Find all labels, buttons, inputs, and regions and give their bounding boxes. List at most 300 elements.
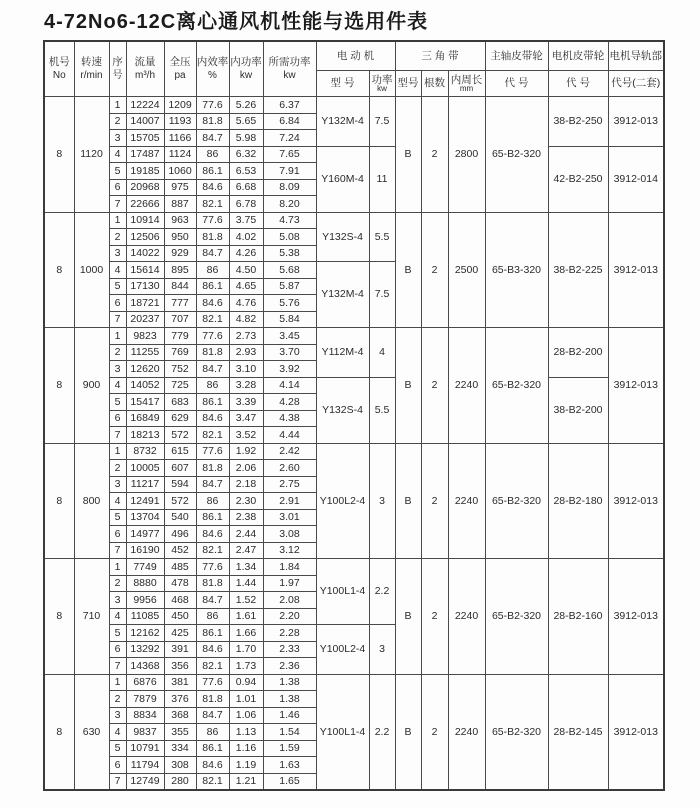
- efficiency-cell: 81.8: [196, 575, 229, 592]
- required-power-cell: 3.70: [263, 344, 316, 361]
- flow-cell: 7749: [126, 559, 164, 576]
- col-header-speed: 转速 r/min: [74, 41, 109, 97]
- required-power-cell: 2.75: [263, 476, 316, 493]
- efficiency-cell: 86.1: [196, 394, 229, 411]
- required-power-cell: 1.38: [263, 674, 316, 691]
- col-header-belt-type: 型号: [395, 71, 421, 97]
- efficiency-cell: 84.7: [196, 707, 229, 724]
- motor-model-cell: Y132M-4: [316, 97, 369, 147]
- table-row: [44, 212, 664, 229]
- internal-power-cell: 1.92: [229, 443, 263, 460]
- flow-cell: 15417: [126, 394, 164, 411]
- seq-cell: 5: [109, 740, 126, 757]
- belt-type-cell: B: [395, 97, 421, 213]
- motor-pulley-cell: 28-B2-145: [548, 674, 608, 790]
- required-power-cell: 4.44: [263, 427, 316, 444]
- seq-cell: 4: [109, 146, 126, 163]
- pressure-cell: 452: [164, 542, 196, 559]
- pressure-cell: 607: [164, 460, 196, 477]
- required-power-cell: 7.24: [263, 130, 316, 147]
- belt-count-cell: 2: [421, 212, 448, 328]
- seq-cell: 5: [109, 163, 126, 180]
- col-group-motor: 电 动 机: [316, 41, 395, 71]
- belt-count-cell: 2: [421, 97, 448, 213]
- motor-power-cell: 7.5: [369, 262, 395, 328]
- seq-cell: 4: [109, 608, 126, 625]
- required-power-cell: 1.38: [263, 691, 316, 708]
- seq-cell: 7: [109, 542, 126, 559]
- seq-cell: 1: [109, 674, 126, 691]
- internal-power-cell: 3.28: [229, 377, 263, 394]
- efficiency-cell: 86: [196, 146, 229, 163]
- motor-power-cell: 4: [369, 328, 395, 378]
- efficiency-cell: 81.8: [196, 113, 229, 130]
- pressure-cell: 779: [164, 328, 196, 345]
- motor-power-cell: 7.5: [369, 97, 395, 147]
- pressure-cell: 594: [164, 476, 196, 493]
- speed-cell: 900: [74, 328, 109, 444]
- flow-cell: 14368: [126, 658, 164, 675]
- pressure-cell: 355: [164, 724, 196, 741]
- motor-model-cell: Y132S-4: [316, 212, 369, 262]
- seq-cell: 2: [109, 344, 126, 361]
- col-header-internal-power: 内功率 kw: [229, 41, 263, 97]
- efficiency-cell: 84.6: [196, 526, 229, 543]
- pressure-cell: 308: [164, 757, 196, 774]
- efficiency-cell: 81.8: [196, 344, 229, 361]
- table-row: [44, 377, 664, 394]
- internal-power-cell: 1.44: [229, 575, 263, 592]
- motor-model-cell: Y100L2-4: [316, 625, 369, 675]
- col-header-motor-power: 功率 kw: [369, 71, 395, 97]
- table-row: [44, 146, 664, 163]
- efficiency-cell: 81.8: [196, 460, 229, 477]
- flow-cell: 17487: [126, 146, 164, 163]
- internal-power-cell: 1.66: [229, 625, 263, 642]
- rail-cell: 3912-014: [608, 146, 664, 212]
- pressure-cell: 844: [164, 278, 196, 295]
- table-header: [44, 41, 664, 97]
- flow-cell: 8880: [126, 575, 164, 592]
- internal-power-cell: 6.68: [229, 179, 263, 196]
- flow-cell: 22666: [126, 196, 164, 213]
- required-power-cell: 1.65: [263, 773, 316, 790]
- motor-power-cell: 3: [369, 625, 395, 675]
- internal-power-cell: 6.53: [229, 163, 263, 180]
- fan-no-cell: 8: [44, 328, 74, 444]
- pressure-cell: 572: [164, 427, 196, 444]
- belt-length-cell: 2240: [448, 674, 485, 790]
- required-power-cell: 1.97: [263, 575, 316, 592]
- rail-cell: 3912-013: [608, 97, 664, 147]
- motor-model-cell: Y100L1-4: [316, 674, 369, 790]
- fan-spec-table: [43, 40, 665, 791]
- col-header-flow: 流量 m³/h: [126, 41, 164, 97]
- speed-cell: 1000: [74, 212, 109, 328]
- internal-power-cell: 1.21: [229, 773, 263, 790]
- internal-power-cell: 1.13: [229, 724, 263, 741]
- pressure-cell: 391: [164, 641, 196, 658]
- col-header-main-pulley: 主轴皮带轮: [485, 41, 548, 71]
- flow-cell: 11085: [126, 608, 164, 625]
- internal-power-cell: 3.39: [229, 394, 263, 411]
- col-header-main-pulley-code: 代 号: [485, 71, 548, 97]
- flow-cell: 10005: [126, 460, 164, 477]
- belt-count-cell: 2: [421, 559, 448, 675]
- col-header-belt-length: 内周长 mm: [448, 71, 485, 97]
- efficiency-cell: 84.7: [196, 476, 229, 493]
- main-pulley-cell: 65-B2-320: [485, 443, 548, 559]
- pressure-cell: 895: [164, 262, 196, 279]
- flow-cell: 9837: [126, 724, 164, 741]
- seq-cell: 6: [109, 295, 126, 312]
- rail-cell: 3912-013: [608, 443, 664, 559]
- internal-power-cell: 2.93: [229, 344, 263, 361]
- seq-cell: 2: [109, 460, 126, 477]
- efficiency-cell: 84.7: [196, 245, 229, 262]
- efficiency-cell: 84.7: [196, 130, 229, 147]
- col-header-pressure: 全压 pa: [164, 41, 196, 97]
- col-header-efficiency: 内效率 %: [196, 41, 229, 97]
- efficiency-cell: 82.1: [196, 658, 229, 675]
- required-power-cell: 2.28: [263, 625, 316, 642]
- motor-pulley-cell: 28-B2-180: [548, 443, 608, 559]
- efficiency-cell: 86: [196, 262, 229, 279]
- seq-cell: 7: [109, 311, 126, 328]
- table-row: [44, 559, 664, 576]
- flow-cell: 12224: [126, 97, 164, 114]
- motor-power-cell: 3: [369, 443, 395, 559]
- efficiency-cell: 82.1: [196, 542, 229, 559]
- pressure-cell: 478: [164, 575, 196, 592]
- speed-cell: 800: [74, 443, 109, 559]
- efficiency-cell: 77.6: [196, 559, 229, 576]
- belt-type-cell: B: [395, 674, 421, 790]
- seq-cell: 6: [109, 526, 126, 543]
- rail-cell: 3912-013: [608, 559, 664, 675]
- seq-cell: 6: [109, 757, 126, 774]
- flow-cell: 10914: [126, 212, 164, 229]
- pressure-cell: 468: [164, 592, 196, 609]
- pressure-cell: 929: [164, 245, 196, 262]
- pressure-cell: 496: [164, 526, 196, 543]
- seq-cell: 4: [109, 493, 126, 510]
- seq-cell: 1: [109, 212, 126, 229]
- pressure-cell: 572: [164, 493, 196, 510]
- flow-cell: 12491: [126, 493, 164, 510]
- required-power-cell: 3.08: [263, 526, 316, 543]
- seq-cell: 3: [109, 245, 126, 262]
- motor-model-cell: Y132S-4: [316, 377, 369, 443]
- pressure-cell: 950: [164, 229, 196, 246]
- efficiency-cell: 84.7: [196, 592, 229, 609]
- pressure-cell: 1060: [164, 163, 196, 180]
- pressure-cell: 381: [164, 674, 196, 691]
- main-pulley-cell: 65-B2-320: [485, 97, 548, 213]
- internal-power-cell: 2.18: [229, 476, 263, 493]
- col-header-fan-no: 机号 No: [44, 41, 74, 97]
- motor-pulley-cell: 38-B2-225: [548, 212, 608, 328]
- seq-cell: 6: [109, 641, 126, 658]
- motor-power-cell: 11: [369, 146, 395, 212]
- flow-cell: 12749: [126, 773, 164, 790]
- seq-cell: 3: [109, 130, 126, 147]
- col-header-motor-model: 型 号: [316, 71, 369, 97]
- seq-cell: 4: [109, 377, 126, 394]
- fan-no-cell: 8: [44, 559, 74, 675]
- efficiency-cell: 86.1: [196, 278, 229, 295]
- required-power-cell: 4.73: [263, 212, 316, 229]
- motor-pulley-cell: 28-B2-160: [548, 559, 608, 675]
- pressure-cell: 376: [164, 691, 196, 708]
- main-pulley-cell: 65-B3-320: [485, 212, 548, 328]
- seq-cell: 1: [109, 443, 126, 460]
- motor-model-cell: Y112M-4: [316, 328, 369, 378]
- belt-count-cell: 2: [421, 328, 448, 444]
- table-row: [44, 97, 664, 114]
- internal-power-cell: 1.19: [229, 757, 263, 774]
- pressure-cell: 752: [164, 361, 196, 378]
- seq-cell: 5: [109, 278, 126, 295]
- seq-cell: 2: [109, 113, 126, 130]
- belt-length-cell: 2800: [448, 97, 485, 213]
- required-power-cell: 7.65: [263, 146, 316, 163]
- internal-power-cell: 5.26: [229, 97, 263, 114]
- page-title: 4-72No6-12C离心通风机性能与选用件表: [44, 11, 429, 33]
- rail-cell: 3912-013: [608, 328, 664, 444]
- belt-length-cell: 2240: [448, 443, 485, 559]
- belt-count-cell: 2: [421, 674, 448, 790]
- internal-power-cell: 3.47: [229, 410, 263, 427]
- internal-power-cell: 3.52: [229, 427, 263, 444]
- belt-length-cell: 2240: [448, 328, 485, 444]
- internal-power-cell: 1.01: [229, 691, 263, 708]
- col-group-belt: 三 角 带: [395, 41, 485, 71]
- flow-cell: 16190: [126, 542, 164, 559]
- required-power-cell: 2.36: [263, 658, 316, 675]
- seq-cell: 2: [109, 575, 126, 592]
- internal-power-cell: 2.38: [229, 509, 263, 526]
- pressure-cell: 540: [164, 509, 196, 526]
- internal-power-cell: 1.52: [229, 592, 263, 609]
- belt-length-cell: 2500: [448, 212, 485, 328]
- required-power-cell: 2.08: [263, 592, 316, 609]
- flow-cell: 6876: [126, 674, 164, 691]
- required-power-cell: 2.20: [263, 608, 316, 625]
- efficiency-cell: 86: [196, 377, 229, 394]
- required-power-cell: 7.91: [263, 163, 316, 180]
- required-power-cell: 1.84: [263, 559, 316, 576]
- speed-cell: 1120: [74, 97, 109, 213]
- pressure-cell: 1124: [164, 146, 196, 163]
- belt-type-cell: B: [395, 443, 421, 559]
- motor-model-cell: Y100L2-4: [316, 443, 369, 559]
- flow-cell: 11217: [126, 476, 164, 493]
- required-power-cell: 1.59: [263, 740, 316, 757]
- fan-no-cell: 8: [44, 674, 74, 790]
- efficiency-cell: 82.1: [196, 311, 229, 328]
- pressure-cell: 683: [164, 394, 196, 411]
- pressure-cell: 629: [164, 410, 196, 427]
- efficiency-cell: 84.6: [196, 410, 229, 427]
- internal-power-cell: 3.10: [229, 361, 263, 378]
- rail-cell: 3912-013: [608, 674, 664, 790]
- required-power-cell: 2.60: [263, 460, 316, 477]
- seq-cell: 5: [109, 509, 126, 526]
- flow-cell: 13292: [126, 641, 164, 658]
- pressure-cell: 707: [164, 311, 196, 328]
- required-power-cell: 1.63: [263, 757, 316, 774]
- flow-cell: 12506: [126, 229, 164, 246]
- pressure-cell: 1209: [164, 97, 196, 114]
- pressure-cell: 334: [164, 740, 196, 757]
- pressure-cell: 1166: [164, 130, 196, 147]
- efficiency-cell: 84.6: [196, 641, 229, 658]
- internal-power-cell: 2.06: [229, 460, 263, 477]
- fan-no-cell: 8: [44, 97, 74, 213]
- motor-model-cell: Y100L1-4: [316, 559, 369, 625]
- internal-power-cell: 1.61: [229, 608, 263, 625]
- pressure-cell: 425: [164, 625, 196, 642]
- required-power-cell: 3.12: [263, 542, 316, 559]
- flow-cell: 13704: [126, 509, 164, 526]
- col-header-belt-count: 根数: [421, 71, 448, 97]
- required-power-cell: 3.01: [263, 509, 316, 526]
- seq-cell: 2: [109, 691, 126, 708]
- required-power-cell: 5.08: [263, 229, 316, 246]
- flow-cell: 20968: [126, 179, 164, 196]
- speed-cell: 630: [74, 674, 109, 790]
- belt-type-cell: B: [395, 212, 421, 328]
- flow-cell: 12620: [126, 361, 164, 378]
- efficiency-cell: 86: [196, 608, 229, 625]
- efficiency-cell: 86: [196, 724, 229, 741]
- col-header-motor-pulley: 电机皮带轮: [548, 41, 608, 71]
- seq-cell: 1: [109, 97, 126, 114]
- efficiency-cell: 81.8: [196, 691, 229, 708]
- pressure-cell: 368: [164, 707, 196, 724]
- internal-power-cell: 0.94: [229, 674, 263, 691]
- efficiency-cell: 77.6: [196, 212, 229, 229]
- speed-cell: 710: [74, 559, 109, 675]
- motor-model-cell: Y132M-4: [316, 262, 369, 328]
- internal-power-cell: 2.30: [229, 493, 263, 510]
- seq-cell: 7: [109, 658, 126, 675]
- efficiency-cell: 77.6: [196, 674, 229, 691]
- required-power-cell: 2.33: [263, 641, 316, 658]
- internal-power-cell: 6.78: [229, 196, 263, 213]
- main-pulley-cell: 65-B2-320: [485, 674, 548, 790]
- seq-cell: 5: [109, 625, 126, 642]
- table-row: [44, 328, 664, 345]
- seq-cell: 3: [109, 361, 126, 378]
- flow-cell: 14052: [126, 377, 164, 394]
- internal-power-cell: 5.98: [229, 130, 263, 147]
- internal-power-cell: 4.02: [229, 229, 263, 246]
- col-header-motor-pulley-code: 代 号: [548, 71, 608, 97]
- required-power-cell: 4.14: [263, 377, 316, 394]
- required-power-cell: 5.38: [263, 245, 316, 262]
- seq-cell: 5: [109, 394, 126, 411]
- belt-type-cell: B: [395, 559, 421, 675]
- internal-power-cell: 4.65: [229, 278, 263, 295]
- efficiency-cell: 84.6: [196, 179, 229, 196]
- pressure-cell: 356: [164, 658, 196, 675]
- internal-power-cell: 3.75: [229, 212, 263, 229]
- efficiency-cell: 84.6: [196, 757, 229, 774]
- flow-cell: 9956: [126, 592, 164, 609]
- flow-cell: 12162: [126, 625, 164, 642]
- seq-cell: 3: [109, 476, 126, 493]
- internal-power-cell: 1.34: [229, 559, 263, 576]
- col-header-seq: 序 号: [109, 41, 126, 97]
- motor-pulley-cell: 38-B2-200: [548, 377, 608, 443]
- required-power-cell: 5.84: [263, 311, 316, 328]
- internal-power-cell: 1.70: [229, 641, 263, 658]
- pressure-cell: 975: [164, 179, 196, 196]
- required-power-cell: 8.09: [263, 179, 316, 196]
- flow-cell: 16849: [126, 410, 164, 427]
- internal-power-cell: 4.76: [229, 295, 263, 312]
- pressure-cell: 887: [164, 196, 196, 213]
- flow-cell: 11794: [126, 757, 164, 774]
- flow-cell: 14007: [126, 113, 164, 130]
- pressure-cell: 725: [164, 377, 196, 394]
- flow-cell: 20237: [126, 311, 164, 328]
- required-power-cell: 6.37: [263, 97, 316, 114]
- flow-cell: 15614: [126, 262, 164, 279]
- pressure-cell: 963: [164, 212, 196, 229]
- efficiency-cell: 84.7: [196, 361, 229, 378]
- pressure-cell: 280: [164, 773, 196, 790]
- seq-cell: 6: [109, 179, 126, 196]
- efficiency-cell: 86.1: [196, 163, 229, 180]
- motor-pulley-cell: 42-B2-250: [548, 146, 608, 212]
- efficiency-cell: 82.1: [196, 427, 229, 444]
- internal-power-cell: 6.32: [229, 146, 263, 163]
- fan-no-cell: 8: [44, 443, 74, 559]
- internal-power-cell: 5.65: [229, 113, 263, 130]
- belt-length-cell: 2240: [448, 559, 485, 675]
- pressure-cell: 777: [164, 295, 196, 312]
- efficiency-cell: 82.1: [196, 196, 229, 213]
- flow-cell: 17130: [126, 278, 164, 295]
- seq-cell: 1: [109, 328, 126, 345]
- required-power-cell: 5.87: [263, 278, 316, 295]
- required-power-cell: 4.38: [263, 410, 316, 427]
- efficiency-cell: 84.6: [196, 295, 229, 312]
- internal-power-cell: 2.73: [229, 328, 263, 345]
- required-power-cell: 1.46: [263, 707, 316, 724]
- required-power-cell: 8.20: [263, 196, 316, 213]
- table-row: [44, 443, 664, 460]
- required-power-cell: 2.91: [263, 493, 316, 510]
- required-power-cell: 1.54: [263, 724, 316, 741]
- table-row: [44, 674, 664, 691]
- internal-power-cell: 2.47: [229, 542, 263, 559]
- seq-cell: 4: [109, 724, 126, 741]
- main-pulley-cell: 65-B2-320: [485, 559, 548, 675]
- flow-cell: 14977: [126, 526, 164, 543]
- efficiency-cell: 82.1: [196, 773, 229, 790]
- required-power-cell: 2.42: [263, 443, 316, 460]
- efficiency-cell: 81.8: [196, 229, 229, 246]
- internal-power-cell: 4.82: [229, 311, 263, 328]
- flow-cell: 11255: [126, 344, 164, 361]
- fan-no-cell: 8: [44, 212, 74, 328]
- efficiency-cell: 86: [196, 493, 229, 510]
- internal-power-cell: 1.06: [229, 707, 263, 724]
